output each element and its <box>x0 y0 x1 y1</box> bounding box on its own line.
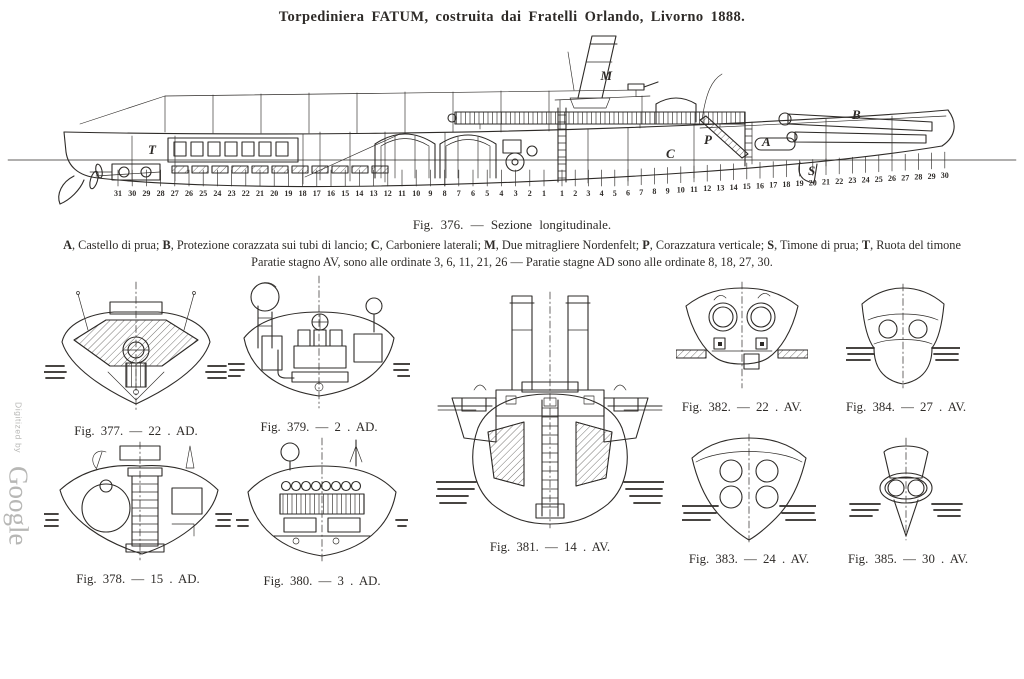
torpedo-tubes <box>755 113 932 150</box>
fig380-cross-section <box>236 436 408 589</box>
svg-text:8: 8 <box>652 187 657 197</box>
svg-text:26: 26 <box>185 189 193 198</box>
label-T: T <box>148 142 156 157</box>
svg-text:24: 24 <box>213 189 222 198</box>
svg-text:19: 19 <box>284 189 293 198</box>
svg-text:20: 20 <box>270 189 279 198</box>
svg-text:7: 7 <box>639 187 644 197</box>
svg-text:29: 29 <box>142 189 151 198</box>
engine-detail <box>503 140 537 171</box>
svg-text:17: 17 <box>769 180 778 190</box>
svg-text:19: 19 <box>795 179 804 189</box>
svg-text:5: 5 <box>485 189 490 198</box>
svg-text:9: 9 <box>665 186 670 196</box>
svg-text:30: 30 <box>128 189 137 198</box>
legend-line-1: A, Castello di prua; B, Protezione corazzata sui tubi di lancio; C, Carboniere laterali; M, Due mitragliere Nordenfelt; P, Corazzatura verticale; S, Timone di prua; T, Ruota del timone <box>63 238 961 252</box>
svg-text:3: 3 <box>513 189 518 198</box>
svg-text:12: 12 <box>703 184 712 194</box>
label-P: P <box>704 132 712 147</box>
fig383-drawing <box>682 432 816 544</box>
svg-text:18: 18 <box>298 189 307 198</box>
fig378-drawing <box>44 440 232 564</box>
svg-text:27: 27 <box>901 173 910 183</box>
svg-text:16: 16 <box>756 181 764 191</box>
fig380-caption: Fig. 380. — 3 . AD. <box>263 574 381 588</box>
svg-text:20: 20 <box>808 178 817 188</box>
fig382-cross-section <box>676 280 808 415</box>
fig379-caption: Fig. 379. — 2 . AD. <box>260 420 378 434</box>
svg-text:25: 25 <box>874 174 883 184</box>
fig381-caption: Fig. 381. — 14 . AV. <box>489 540 611 554</box>
fig379-drawing <box>228 272 410 412</box>
svg-text:13: 13 <box>716 183 725 193</box>
watermark-digitized-by: Digitized by <box>13 402 24 454</box>
svg-text:27: 27 <box>170 189 179 198</box>
fig378-caption: Fig. 378. — 15 . AD. <box>76 572 200 586</box>
ordinate-scale <box>114 152 949 198</box>
svg-text:26: 26 <box>888 174 896 183</box>
label-B: B <box>852 107 861 122</box>
svg-text:30: 30 <box>940 171 949 181</box>
svg-text:1: 1 <box>560 189 564 198</box>
svg-text:18: 18 <box>782 179 791 189</box>
fig378-cross-section <box>44 440 232 587</box>
fig384-caption: Fig. 384. — 27 . AV. <box>846 400 967 414</box>
svg-text:29: 29 <box>927 171 936 181</box>
svg-text:11: 11 <box>690 184 698 194</box>
fig376-caption: Fig. 376. — Sezione longitudinale. <box>412 217 612 232</box>
fig377-caption: Fig. 377. — 22 . AD. <box>74 424 198 438</box>
boilers <box>375 134 496 178</box>
svg-text:24: 24 <box>861 175 870 185</box>
svg-text:7: 7 <box>456 189 461 198</box>
svg-text:22: 22 <box>241 189 250 198</box>
svg-text:3: 3 <box>586 189 591 198</box>
svg-text:31: 31 <box>114 189 122 198</box>
svg-text:4: 4 <box>599 189 604 198</box>
svg-text:2: 2 <box>527 189 532 198</box>
svg-text:17: 17 <box>312 189 321 198</box>
fig379-cross-section <box>228 272 410 435</box>
svg-text:4: 4 <box>499 189 504 198</box>
fig383-caption: Fig. 383. — 24 . AV. <box>688 552 810 566</box>
fig384-cross-section <box>846 282 967 415</box>
svg-text:14: 14 <box>729 182 738 192</box>
svg-text:16: 16 <box>327 189 335 198</box>
watermark-google: Google <box>3 466 34 546</box>
fig385-caption: Fig. 385. — 30 . AV. <box>848 552 969 566</box>
google-watermark <box>4 402 32 546</box>
svg-text:12: 12 <box>383 189 392 198</box>
fig383-cross-section <box>682 432 816 567</box>
svg-text:15: 15 <box>742 182 751 191</box>
svg-text:25: 25 <box>199 189 208 198</box>
svg-text:1: 1 <box>542 189 546 198</box>
svg-text:14: 14 <box>355 189 364 198</box>
svg-text:11: 11 <box>398 189 406 198</box>
svg-text:28: 28 <box>914 172 923 182</box>
aft-cabin-windows <box>168 138 388 173</box>
svg-text:15: 15 <box>341 189 350 198</box>
svg-text:6: 6 <box>471 189 475 198</box>
fig382-drawing <box>676 280 808 392</box>
legend-line-2: Paratie stagno AV, sono alle ordinate 3, 6, 11, 21, 26 — Paratie stagne AD sono alle ordinate 8, 18, 27, 30. <box>251 255 773 269</box>
label-A: A <box>762 134 771 149</box>
svg-text:8: 8 <box>442 189 447 198</box>
label-M: M <box>600 68 612 83</box>
svg-text:13: 13 <box>369 189 378 198</box>
fig385-cross-section <box>848 436 969 567</box>
svg-text:6: 6 <box>626 188 630 198</box>
svg-text:10: 10 <box>412 189 421 198</box>
svg-text:21: 21 <box>256 189 264 198</box>
svg-text:23: 23 <box>848 176 857 186</box>
fig385-drawing <box>848 436 964 544</box>
frame-bay <box>305 132 400 182</box>
longitudinal-section-drawing <box>0 32 1024 216</box>
fig382-caption: Fig. 382. — 22 . AV. <box>681 400 803 414</box>
fig381-cross-section <box>436 290 664 555</box>
svg-text:10: 10 <box>676 185 685 195</box>
label-C: C <box>666 146 675 161</box>
fig377-cross-section <box>44 280 228 439</box>
svg-text:21: 21 <box>822 177 830 187</box>
fig377-drawing <box>44 280 228 416</box>
svg-text:23: 23 <box>227 189 236 198</box>
fig380-drawing <box>236 436 408 566</box>
svg-text:2: 2 <box>573 189 578 198</box>
label-S: S <box>808 163 816 178</box>
fig381-drawing <box>436 290 664 532</box>
fig384-drawing <box>846 282 960 392</box>
svg-text:22: 22 <box>835 176 844 186</box>
svg-text:5: 5 <box>612 189 617 198</box>
page-title: Torpediniera FATUM, costruita dai Fratelli Orlando, Livorno 1888. <box>278 9 746 25</box>
svg-text:28: 28 <box>156 189 165 198</box>
svg-text:9: 9 <box>428 189 433 198</box>
